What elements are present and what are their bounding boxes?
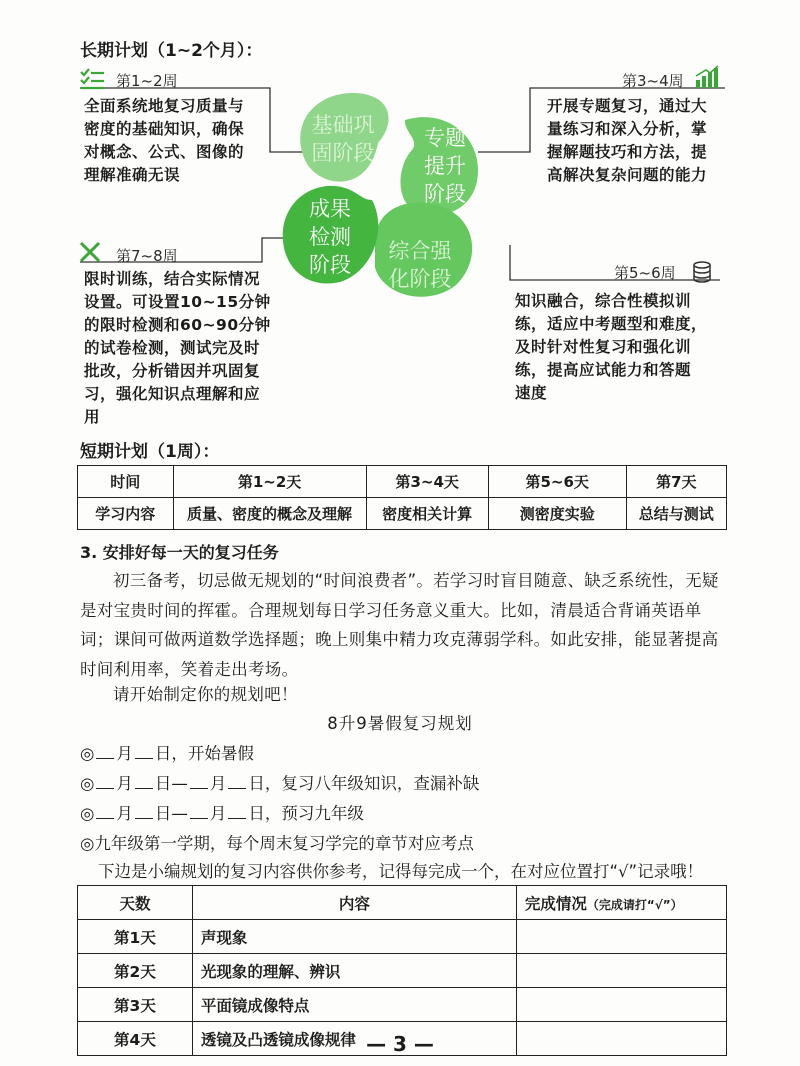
review-header-status: 完成情况（完成请打“√”）: [516, 886, 726, 920]
short-term-header-row: [78, 466, 727, 498]
stage-text-integrate: 知识融合，综合性模拟训 练，适应中考题型和难度， 及时针对性复习和强化训 练，提高应试能力和答题 速度: [515, 292, 708, 402]
lobe-basic: [300, 93, 388, 182]
short-term-table: [77, 465, 727, 530]
cross-mark-icon: [81, 243, 99, 261]
header-cell: 第3~4天: [366, 466, 488, 498]
table-row: [78, 920, 727, 954]
review-day: 第3天: [78, 988, 193, 1022]
stage-text-test: 限时训练，结合实际情况 设置。可设置10~15分钟 的限时检测和60~90分钟 的试卷检测，测试完及时 批改，分析错因并巩固复 习，强化知识点理解和应 用: [84, 270, 271, 426]
review-content: 平面镜成像特点: [192, 988, 516, 1022]
checklist-icon: [81, 69, 104, 88]
content-cell: 学习内容: [78, 498, 174, 530]
lobe-topic-label-2: 提升: [424, 154, 466, 178]
summer-plan-title: 8升9暑假复习规划: [327, 714, 473, 733]
section-3-heading: 3. 安排好每一天的复习任务: [80, 543, 279, 562]
section-3-paragraph: 初三备考，切忌做无规划的“时间浪费者”。若学习时盲目随意、缺乏系统性，无疑是对宝贵时间的挥霍。合理规划每日学习任务意义重大。比如，清晨适合背诵英语单词；课间可做两道数学选择题；晚上则集中精力攻克薄弱学科。如此安排，能显著提高时间利用率，笑着走出考场。: [80, 571, 719, 679]
lobe-test-label-2: 检测: [309, 225, 351, 249]
plan-line-1: ◎ 月 日，开始暑假: [80, 744, 254, 763]
plan-line-4: ◎九年级第一学期，每个周末复习学完的章节对应考点: [80, 834, 474, 853]
review-content: 透镜及凸透镜成像规律: [192, 1022, 516, 1056]
header-cell: 第1~2天: [173, 466, 366, 498]
lobe-integrate-label-1: 综合强: [388, 239, 452, 263]
lobe-basic-label-2: 固阶段: [311, 141, 375, 165]
month-blank[interactable]: [96, 804, 114, 819]
review-content: 光现象的理解、辨识: [192, 954, 516, 988]
review-status-cell[interactable]: [516, 988, 726, 1022]
day-blank[interactable]: [135, 804, 153, 819]
stage-text-basic: 全面系统地复习质量与 密度的基础知识，确保 对概念、公式、图像的 理解准确无误: [84, 97, 245, 184]
table-row: [78, 988, 727, 1022]
month-blank[interactable]: [96, 744, 114, 759]
day-blank[interactable]: [228, 774, 246, 789]
short-term-title: 短期计划（1周）：: [80, 442, 220, 462]
long-term-title: 长期计划（1~2个月）：: [80, 41, 263, 61]
review-header-content: 内容: [192, 886, 516, 920]
review-day: 第2天: [78, 954, 193, 988]
lobe-test-label-1: 成果: [309, 197, 351, 221]
lobe-test-label-3: 阶段: [309, 253, 351, 277]
review-day: 第4天: [78, 1022, 193, 1056]
day-blank[interactable]: [228, 804, 246, 819]
content-cell: 测密度实验: [488, 498, 626, 530]
database-icon: [694, 262, 710, 282]
month-blank[interactable]: [190, 774, 208, 789]
plan-note: 下边是小编规划的复习内容供你参考，记得每完成一个，在对应位置打“√”记录哦！: [98, 862, 704, 881]
content-cell: 总结与测试: [626, 498, 726, 530]
day-blank[interactable]: [135, 744, 153, 759]
week-label-7-8: 第7~8周: [116, 247, 178, 265]
lobe-topic-label-3: 阶段: [424, 182, 466, 206]
lobe-topic-label-1: 专题: [424, 126, 466, 150]
review-status-cell[interactable]: [516, 920, 726, 954]
week-label-3-4: 第3~4周: [622, 72, 684, 90]
month-blank[interactable]: [96, 774, 114, 789]
header-cell: 第7天: [626, 466, 726, 498]
section-3-prompt: 请开始制定你的规划吧！: [113, 685, 298, 704]
review-header-row: [78, 886, 727, 920]
header-cell: 第5~6天: [488, 466, 626, 498]
lobe-integrate-label-2: 化阶段: [388, 267, 452, 291]
plan-line-3: ◎ 月 日— 月 日，预习九年级: [80, 804, 364, 823]
week-label-5-6: 第5~6周: [614, 264, 676, 282]
day-blank[interactable]: [135, 774, 153, 789]
stage-text-topic: 开展专题复习，通过大 量练习和深入分析，掌 握解题技巧和方法，提 高解决复杂问题的能力: [547, 97, 708, 184]
table-row: [78, 954, 727, 988]
short-term-content-row: [78, 498, 727, 530]
review-header-day: 天数: [78, 886, 193, 920]
month-blank[interactable]: [190, 804, 208, 819]
review-content: 声现象: [192, 920, 516, 954]
review-status-cell[interactable]: [516, 954, 726, 988]
content-cell: 质量、密度的概念及理解: [173, 498, 366, 530]
plan-line-2: ◎ 月 日— 月 日，复习八年级知识，查漏补缺: [80, 774, 480, 793]
content-cell: 密度相关计算: [366, 498, 488, 530]
page-number: — 3 —: [366, 1032, 434, 1056]
growth-chart-icon: [696, 66, 718, 88]
review-day: 第1天: [78, 920, 193, 954]
review-table: [77, 885, 727, 1056]
lobe-basic-label-1: 基础巩: [311, 113, 375, 137]
week-label-1-2: 第1~2周: [116, 72, 178, 90]
header-cell: 时间: [78, 466, 174, 498]
